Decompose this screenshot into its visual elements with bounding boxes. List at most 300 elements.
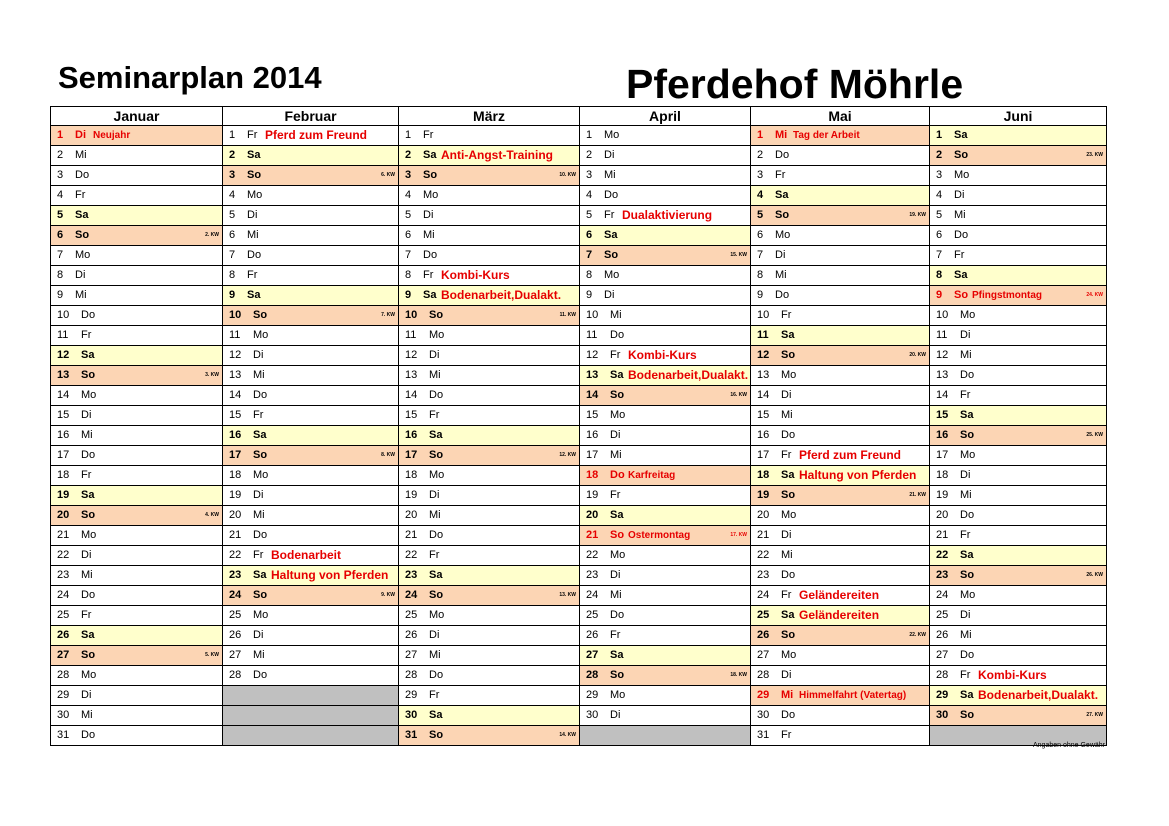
day-cell [51,366,223,386]
day-cell [399,386,580,406]
weekday-label: Sa [247,289,261,301]
day-cell [580,546,751,566]
week-number: 7. KW [381,312,395,318]
weekday-label: Sa [429,569,443,581]
day-cell [930,646,1107,666]
day-number: 19 [757,489,770,501]
day-row [51,566,1107,586]
day-number: 4 [405,189,412,201]
day-number: 10 [229,309,242,321]
day-cell [580,126,751,146]
day-cell [399,586,580,606]
day-cell [223,166,399,186]
day-cell [930,586,1107,606]
weekday-label: Di [247,209,258,221]
day-number: 15 [586,409,599,421]
weekday-label: Do [81,309,96,321]
day-number: 12 [936,349,949,361]
day-number: 3 [405,169,412,181]
day-row [51,606,1107,626]
day-cell [223,586,399,606]
day-number: 19 [229,489,242,501]
day-cell [51,486,223,506]
day-number: 13 [757,369,770,381]
day-cell [399,346,580,366]
day-number: 7 [405,249,412,261]
weekday-label: So [429,589,444,601]
day-cell [751,566,930,586]
day-number: 18 [757,469,770,481]
day-number: 25 [936,609,949,621]
weekday-label: Fr [781,729,792,741]
day-number: 3 [57,169,64,181]
weekday-label: So [960,569,975,581]
event-label: Geländereiten [799,608,880,622]
event-label: Tag der Arbeit [793,130,860,141]
day-cell [930,626,1107,646]
week-number: 6. KW [381,172,395,178]
day-number: 12 [757,349,770,361]
day-number: 5 [57,209,64,221]
day-number: 20 [229,509,242,521]
weekday-label: Do [81,589,96,601]
weekday-label: Sa [781,609,795,621]
day-cell [930,526,1107,546]
day-number: 3 [757,169,764,181]
day-number: 11 [229,329,241,341]
weekday-label: Mi [960,349,972,361]
weekday-label: Do [781,569,796,581]
weekday-label: Fr [781,589,792,601]
day-cell [580,666,751,686]
event-label: Haltung von Pferden [271,568,389,582]
day-number: 29 [757,689,770,701]
day-number: 28 [57,669,70,681]
day-cell [930,406,1107,426]
weekday-label: Di [81,549,92,561]
weekday-label: Sa [423,149,437,161]
weekday-label: Mo [960,449,976,461]
weekday-label: Mi [253,509,265,521]
day-number: 23 [405,569,418,581]
day-number: 20 [936,509,949,521]
day-cell [580,606,751,626]
day-number: 25 [57,609,70,621]
day-cell [930,366,1107,386]
day-number: 17 [757,449,770,461]
weekday-label: Do [775,149,790,161]
day-cell [930,686,1107,706]
day-cell [51,586,223,606]
day-cell [399,646,580,666]
weekday-label: Do [610,469,625,481]
day-number: 26 [936,629,949,641]
event-label: Bodenarbeit [271,548,342,562]
week-number: 9. KW [381,592,395,598]
weekday-label: Mi [75,149,87,161]
weekday-label: Fr [247,129,258,141]
day-number: 14 [936,389,949,401]
day-number: 30 [405,709,418,721]
weekday-label: So [247,169,262,181]
week-number: 5. KW [205,652,219,658]
week-number: 4. KW [205,512,219,518]
weekday-label: So [253,449,268,461]
weekday-label: Di [775,249,786,261]
day-row [51,186,1107,206]
day-cell [51,426,223,446]
weekday-label: Do [81,449,96,461]
day-number: 20 [57,509,70,521]
event-label: Pferd zum Freund [799,448,902,462]
weekday-label: Fr [610,629,621,641]
day-number: 18 [229,469,242,481]
day-cell [930,606,1107,626]
day-cell [580,586,751,606]
day-number: 11 [586,329,598,341]
day-number: 19 [586,489,599,501]
weekday-label: Mo [604,269,620,281]
weekday-label: Mo [429,609,445,621]
day-number: 17 [229,449,242,461]
day-cell [930,706,1107,726]
day-row [51,386,1107,406]
weekday-label: So [960,709,975,721]
day-cell [223,446,399,466]
day-cell [399,506,580,526]
weekday-label: Di [253,489,264,501]
day-cell [930,226,1107,246]
weekday-label: Do [775,289,790,301]
day-cell [51,306,223,326]
day-number: 25 [229,609,242,621]
weekday-label: So [954,149,969,161]
day-number: 5 [405,209,412,221]
day-number: 21 [229,529,242,541]
day-cell [223,426,399,446]
day-number: 4 [586,189,593,201]
day-number: 11 [936,329,948,341]
weekday-label: So [429,309,444,321]
day-number: 9 [405,289,412,301]
weekday-label: Fr [81,469,92,481]
event-label: Pfingstmontag [972,290,1042,301]
day-number: 3 [936,169,943,181]
day-number: 10 [757,309,770,321]
day-cell [751,186,930,206]
weekday-label: Fr [610,349,621,361]
day-number: 26 [229,629,242,641]
weekday-label: So [781,629,796,641]
weekday-label: So [75,229,90,241]
day-cell [580,526,751,546]
weekday-label: Fr [75,189,86,201]
weekday-label: So [954,289,969,301]
weekday-label: So [429,729,444,741]
day-number: 22 [936,549,949,561]
week-number: 20. KW [909,352,926,358]
weekday-label: Do [247,249,262,261]
day-cell [51,206,223,226]
weekday-label: Di [960,469,971,481]
weekday-label: Sa [610,369,624,381]
weekday-label: Do [954,229,969,241]
day-cell [751,366,930,386]
day-cell [51,446,223,466]
day-cell [399,266,580,286]
day-cell [751,326,930,346]
month-header: Februar [223,107,399,126]
day-number: 24 [757,589,770,601]
weekday-label: Do [604,189,619,201]
weekday-label: Sa [610,649,624,661]
weekday-label: Fr [775,169,786,181]
event-label: Pferd zum Freund [265,128,368,142]
day-cell [51,506,223,526]
week-number: 22. KW [909,632,926,638]
day-cell [399,626,580,646]
day-cell [399,486,580,506]
day-cell [223,186,399,206]
day-number: 6 [405,229,412,241]
event-label: Anti-Angst-Training [441,148,553,162]
day-number: 14 [57,389,70,401]
day-cell [751,406,930,426]
day-cell [930,386,1107,406]
day-number: 8 [57,269,64,281]
day-number: 7 [229,249,236,261]
day-number: 25 [586,609,599,621]
day-row [51,286,1107,306]
day-cell [580,306,751,326]
day-number: 10 [57,309,70,321]
weekday-label: Di [604,149,615,161]
day-cell [930,506,1107,526]
day-row [51,246,1107,266]
day-number: 14 [586,389,599,401]
day-cell [51,626,223,646]
weekday-label: Di [954,189,965,201]
day-cell [399,466,580,486]
day-cell [751,286,930,306]
weekday-label: Di [781,389,792,401]
weekday-label: Mi [781,409,793,421]
event-label: Himmelfahrt (Vatertag) [799,690,907,701]
weekday-label: Mi [75,289,87,301]
day-cell [223,146,399,166]
day-cell [51,186,223,206]
day-row [51,706,1107,726]
weekday-label: So [429,449,444,461]
weekday-label: Mi [247,229,259,241]
day-cell [51,386,223,406]
weekday-label: Di [75,129,86,141]
week-number: 12. KW [559,452,576,458]
day-cell [751,646,930,666]
day-cell [51,466,223,486]
day-number: 4 [757,189,764,201]
event-label: Bodenarbeit,Dualakt. [978,688,1099,702]
event-label: Karfreitag [628,470,676,481]
day-cell [223,566,399,586]
day-number: 17 [57,449,70,461]
week-number: 16. KW [730,392,747,398]
weekday-label: Fr [253,549,264,561]
weekday-label: Mi [610,589,622,601]
day-number: 22 [586,549,599,561]
day-cell [223,666,399,686]
day-number: 13 [936,369,949,381]
calendar-table [50,106,1107,746]
day-cell [399,546,580,566]
day-cell [51,526,223,546]
day-cell [930,446,1107,466]
day-cell [580,346,751,366]
day-number: 30 [586,709,599,721]
day-number: 9 [757,289,764,301]
weekday-label: Mi [960,489,972,501]
day-cell [399,326,580,346]
day-number: 2 [405,149,412,161]
day-cell [580,286,751,306]
day-cell [751,526,930,546]
day-cell [930,126,1107,146]
day-cell [930,166,1107,186]
day-cell [399,366,580,386]
weekday-label: Do [253,389,268,401]
day-number: 15 [405,409,418,421]
weekday-label: Sa [781,329,795,341]
day-number: 1 [229,129,236,141]
weekday-label: Di [423,209,434,221]
day-row [51,166,1107,186]
weekday-label: Fr [429,409,440,421]
day-number: 7 [586,249,593,261]
weekday-label: Mo [423,189,439,201]
day-row [51,366,1107,386]
weekday-label: Mo [781,649,797,661]
day-cell [223,546,399,566]
event-label: Bodenarbeit,Dualakt. [441,288,562,302]
day-row [51,626,1107,646]
day-cell [930,326,1107,346]
weekday-label: Mi [81,709,93,721]
weekday-label: Fr [253,409,264,421]
day-cell [751,266,930,286]
weekday-label: Mo [604,129,620,141]
day-number: 23 [229,569,242,581]
day-number: 1 [757,129,764,141]
weekday-label: Mi [423,229,435,241]
day-number: 20 [405,509,418,521]
day-number: 31 [405,729,418,741]
weekday-label: Mo [954,169,970,181]
week-number: 17. KW [730,532,747,538]
day-number: 24 [229,589,242,601]
day-cell [580,366,751,386]
day-row [51,266,1107,286]
weekday-label: Mo [81,389,97,401]
weekday-label: Mo [81,529,97,541]
day-cell [51,606,223,626]
day-row [51,206,1107,226]
weekday-label: Sa [423,289,437,301]
day-cell [223,126,399,146]
day-cell [51,166,223,186]
day-number: 13 [405,369,418,381]
day-number: 25 [405,609,418,621]
day-number: 12 [229,349,242,361]
weekday-label: Mi [429,649,441,661]
empty-day-cell [223,726,399,746]
day-row [51,306,1107,326]
day-number: 27 [936,649,949,661]
day-number: 28 [586,669,599,681]
day-number: 29 [405,689,418,701]
day-cell [51,266,223,286]
day-number: 4 [57,189,64,201]
day-number: 8 [936,269,943,281]
day-number: 16 [757,429,770,441]
day-cell [580,226,751,246]
day-cell [223,486,399,506]
weekday-label: Mo [775,229,791,241]
day-number: 8 [229,269,236,281]
day-cell [223,266,399,286]
weekday-label: Do [610,609,625,621]
day-number: 15 [57,409,70,421]
day-cell [751,446,930,466]
day-cell [51,146,223,166]
day-cell [399,526,580,546]
day-number: 13 [229,369,242,381]
week-number: 19. KW [909,212,926,218]
day-cell [223,606,399,626]
day-number: 6 [586,229,593,241]
day-number: 2 [586,149,593,161]
day-number: 9 [936,289,943,301]
day-number: 25 [757,609,770,621]
weekday-label: Di [610,709,621,721]
weekday-label: Mo [253,329,269,341]
weekday-label: Mo [429,329,445,341]
weekday-label: Do [253,669,268,681]
day-number: 19 [57,489,70,501]
day-number: 14 [405,389,418,401]
day-number: 22 [229,549,242,561]
weekday-label: Do [429,529,444,541]
weekday-label: Mi [81,429,93,441]
weekday-label: So [610,669,625,681]
day-number: 24 [586,589,599,601]
day-number: 10 [586,309,599,321]
day-cell [399,406,580,426]
day-row [51,546,1107,566]
weekday-label: Sa [960,689,974,701]
weekday-label: Do [429,669,444,681]
weekday-label: Mi [781,549,793,561]
weekday-label: So [781,489,796,501]
weekday-label: Di [429,489,440,501]
day-number: 26 [586,629,599,641]
weekday-label: Mi [253,369,265,381]
month-header: April [580,107,751,126]
weekday-label: Di [960,609,971,621]
day-row [51,226,1107,246]
event-label: Kombi-Kurs [978,668,1047,682]
day-cell [930,186,1107,206]
week-number: 24. KW [1086,292,1103,298]
